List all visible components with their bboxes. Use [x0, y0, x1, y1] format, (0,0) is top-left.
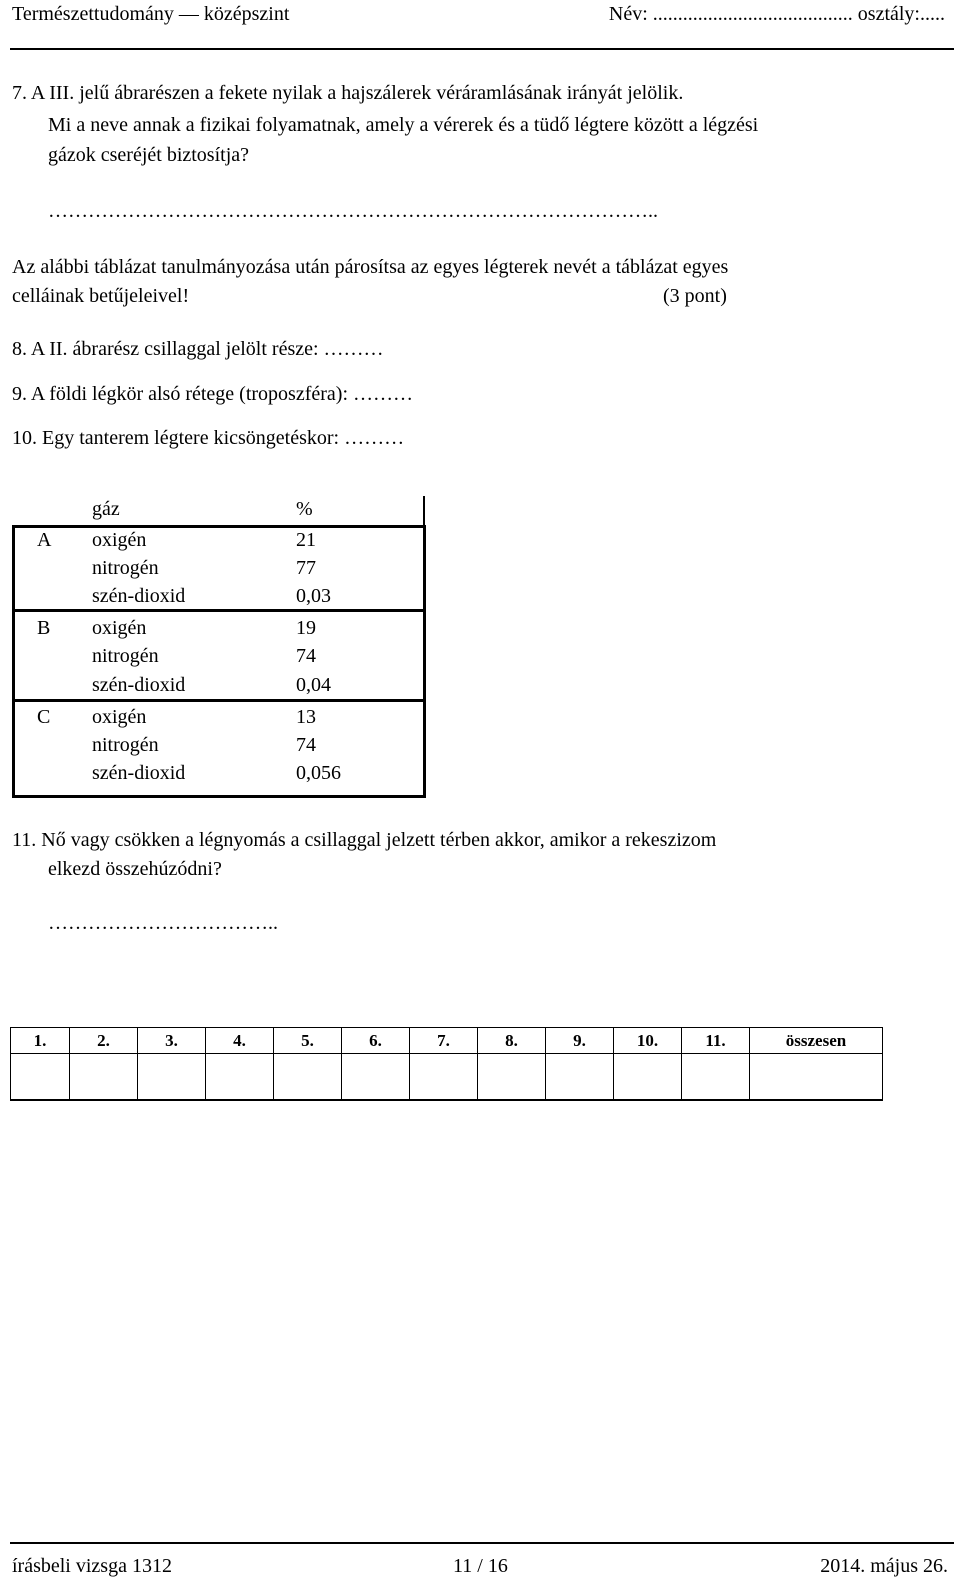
score-cell[interactable] [410, 1054, 478, 1101]
gas-value: 19 [296, 617, 316, 639]
item-9: 9. A földi légkör alsó rétege (troposzféra): ……… [12, 383, 413, 405]
gas-value: 0,056 [296, 762, 341, 784]
gas-value: 74 [296, 645, 316, 667]
footer-page-number: 11 / 16 [453, 1555, 508, 1577]
gas-name: oxigén [92, 617, 147, 639]
score-header: 3. [138, 1028, 206, 1054]
footer-rule [10, 1542, 954, 1544]
score-cell[interactable] [682, 1054, 750, 1101]
gas-value: 0,04 [296, 674, 331, 696]
group-letter-a: A [37, 529, 52, 551]
score-cell-total[interactable] [750, 1054, 883, 1101]
q7-line3: gázok cseréjét biztosítja? [48, 144, 250, 166]
q7-line2: Mi a neve annak a fizikai folyamatnak, amely a vérerek és a tüdő légtere között a légzési [48, 114, 759, 136]
gas-name: oxigén [92, 706, 147, 728]
score-header: 1. [11, 1028, 70, 1054]
gas-table-separator-ab [12, 609, 426, 612]
percent-header: % [296, 498, 313, 520]
header-rule [10, 48, 954, 50]
score-cell[interactable] [546, 1054, 614, 1101]
score-header: 4. [206, 1028, 274, 1054]
score-cell[interactable] [138, 1054, 206, 1101]
q11-answer[interactable]: …………………………….. [48, 912, 278, 934]
score-header: 2. [70, 1028, 138, 1054]
q7-answer[interactable]: ……………………………………………………………………………….. [48, 200, 658, 222]
gas-value: 13 [296, 706, 316, 728]
score-cell[interactable] [478, 1054, 546, 1101]
score-cell[interactable] [614, 1054, 682, 1101]
gas-value: 77 [296, 557, 316, 579]
gas-name: oxigén [92, 529, 147, 551]
group-letter-b: B [37, 617, 51, 639]
score-cell[interactable] [206, 1054, 274, 1101]
score-cell[interactable] [11, 1054, 70, 1101]
score-header: 6. [342, 1028, 410, 1054]
gas-name: szén-dioxid [92, 585, 186, 607]
header-name-class: Név: ........................................ osztály:..... [608, 3, 945, 25]
gas-table-header-border [423, 496, 425, 525]
gas-name: nitrogén [92, 645, 159, 667]
gas-name: nitrogén [92, 557, 159, 579]
score-header: 7. [410, 1028, 478, 1054]
gas-value: 74 [296, 734, 316, 756]
score-cell[interactable] [70, 1054, 138, 1101]
gas-value: 0,03 [296, 585, 331, 607]
score-header: 11. [682, 1028, 750, 1054]
gas-table [12, 496, 426, 798]
gas-name: nitrogén [92, 734, 159, 756]
gas-table-frame [12, 525, 426, 798]
score-header: 5. [274, 1028, 342, 1054]
gas-name: szén-dioxid [92, 674, 186, 696]
header-subject: Természettudomány — középszint [12, 3, 290, 25]
score-cell[interactable] [342, 1054, 410, 1101]
score-header-total: összesen [750, 1028, 883, 1054]
item-8: 8. A II. ábrarész csillaggal jelölt része: ……… [12, 338, 384, 360]
score-cell[interactable] [274, 1054, 342, 1101]
score-header: 9. [546, 1028, 614, 1054]
footer-exam-code: írásbeli vizsga 1312 [12, 1555, 172, 1577]
group-letter-c: C [37, 706, 51, 728]
q7-line1: 7. A III. jelű ábrarészen a fekete nyilak a hajszálerek véráramlásának irányát jelölik. [12, 82, 684, 104]
q11-line2: elkezd összehúzódni? [48, 858, 222, 880]
footer-date: 2014. május 26. [820, 1555, 948, 1577]
instruction-line1: Az alábbi táblázat tanulmányozása után párosítsa az egyes légterek nevét a táblázat egyes [12, 256, 729, 278]
item-10: 10. Egy tanterem légtere kicsöngetéskor: ……… [12, 427, 405, 449]
score-header: 8. [478, 1028, 546, 1054]
instruction-line2: celláinak betűjeleivel! [12, 285, 190, 307]
gas-value: 21 [296, 529, 316, 551]
gas-table-separator-bc [12, 699, 426, 702]
score-table [10, 1027, 883, 1101]
gas-header: gáz [92, 498, 120, 520]
instruction-points: (3 pont) [663, 285, 727, 307]
gas-name: szén-dioxid [92, 762, 186, 784]
q11-line1: 11. Nő vagy csökken a légnyomás a csillaggal jelzett térben akkor, amikor a rekeszizom [12, 829, 717, 851]
score-header: 10. [614, 1028, 682, 1054]
